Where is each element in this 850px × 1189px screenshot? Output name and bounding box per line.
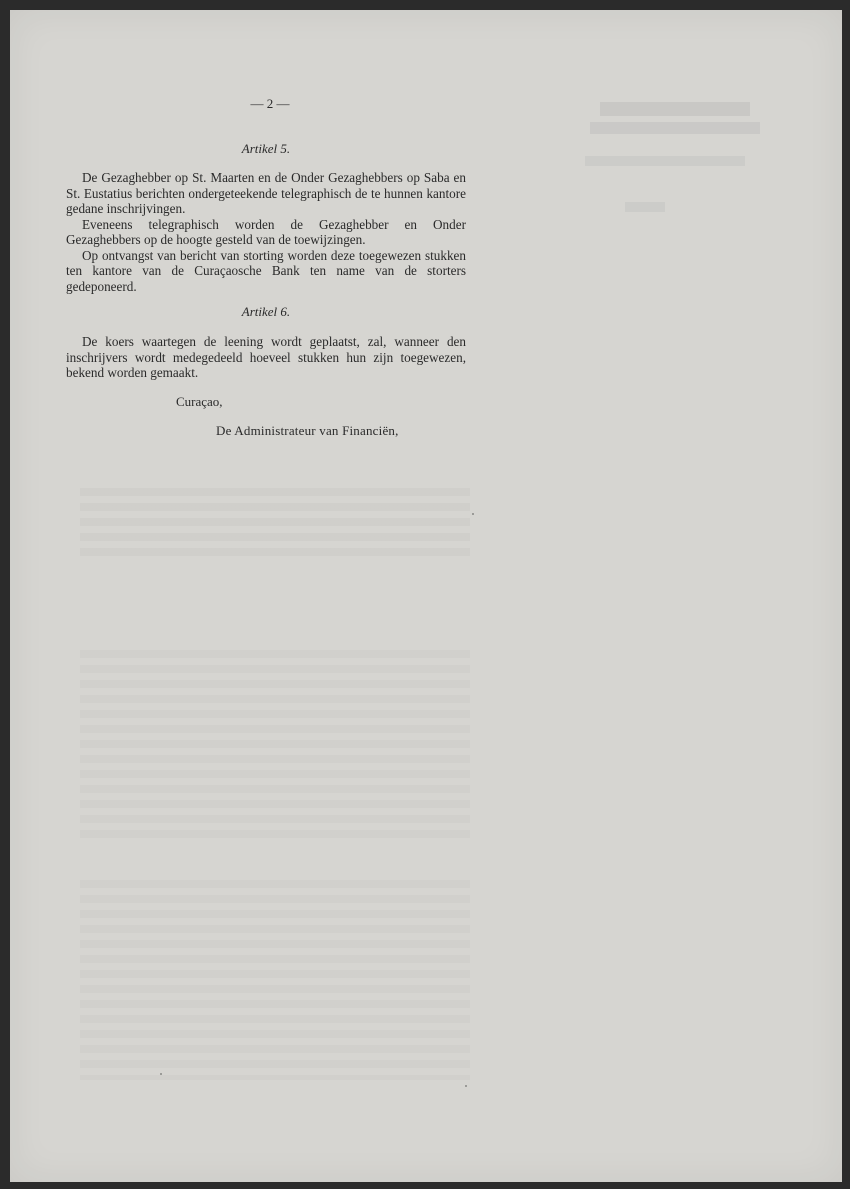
article-6-body bbox=[66, 334, 466, 381]
article-5-paragraph: De Gezaghebber op St. Maarten en de Onder Gezaghebbers op Saba en St. Eustatius berichten ondergeteekende telegraphisch de te hunnen kantore gedane inschrijvingen. bbox=[66, 170, 466, 216]
signature-line: De Administrateur van Financiën, bbox=[216, 423, 399, 438]
paper-speck bbox=[465, 1085, 467, 1087]
paper-speck bbox=[472, 513, 474, 515]
article-5-body bbox=[66, 170, 466, 294]
article-5-paragraph: Op ontvangst van bericht van storting worden deze toegewezen stukken ten kantore van de Curaçaosche Bank ten name van de storters gedeponeerd. bbox=[66, 247, 466, 294]
show-through-text bbox=[80, 488, 470, 558]
document-page bbox=[10, 10, 842, 1182]
show-through-text bbox=[80, 650, 470, 840]
place-line: Curaçao, bbox=[176, 394, 223, 409]
article-5-paragraph: Eveneens telegraphisch worden de Gezaghebber en Onder Gezaghebbers op de hoogte gesteld van de toewijzingen. bbox=[66, 216, 466, 247]
page-number: — 2 — bbox=[250, 96, 290, 111]
show-through-stamp bbox=[600, 102, 750, 116]
paper-speck bbox=[160, 1073, 162, 1075]
article-5-heading: Artikel 5. bbox=[241, 141, 291, 156]
show-through-stamp bbox=[585, 156, 745, 166]
show-through-stamp bbox=[625, 202, 665, 212]
article-6-heading: Artikel 6. bbox=[241, 304, 291, 319]
article-6-paragraph: De koers waartegen de leening wordt geplaatst, zal, wanneer den inschrijvers wordt medegedeeld hoeveel stukken hun zijn toegewezen, bekend worden gemaakt. bbox=[66, 334, 466, 380]
show-through-text bbox=[80, 880, 470, 1080]
show-through-stamp bbox=[590, 122, 760, 134]
